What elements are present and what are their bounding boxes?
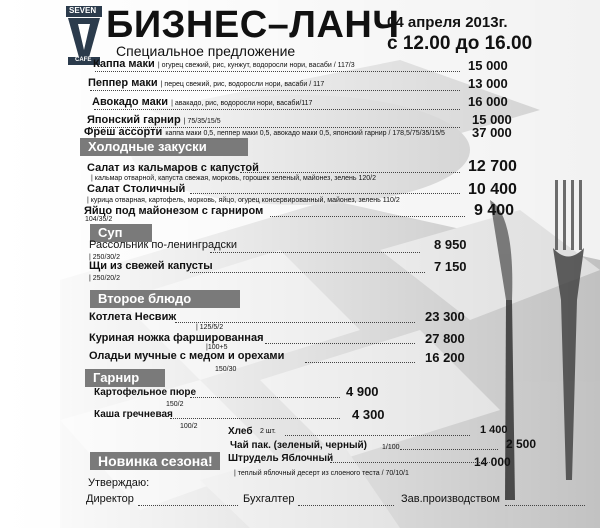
- list-item: Каша гречневая: [94, 409, 173, 420]
- item-price: 1 400: [480, 424, 508, 436]
- lunch-hours: с 12.00 до 16.00: [387, 33, 533, 54]
- item-price: 13 000: [468, 76, 508, 91]
- item-price: 2 500: [506, 437, 537, 451]
- approve-label: Утверждаю:: [88, 477, 150, 489]
- item-description: 150/2: [166, 401, 184, 408]
- item-description: 100/2: [180, 423, 198, 430]
- seven-cafe-logo: [64, 6, 104, 66]
- item-price: 10 400: [468, 181, 517, 198]
- item-price: 4 900: [346, 384, 379, 399]
- list-item: Салат Столичный: [87, 183, 186, 195]
- item-description: 1/100: [382, 444, 400, 451]
- list-item: Японский гарнир | 75/35/15/5: [87, 114, 221, 126]
- section-header-soup: Суп: [90, 224, 152, 242]
- item-price: 14 000: [474, 455, 511, 469]
- item-description: | 250/20/2: [89, 275, 121, 282]
- production-head-label: Зав.производством: [401, 493, 500, 505]
- list-item: Щи из свежей капусты: [89, 260, 213, 272]
- section-header-cold: Холодные закуски: [80, 138, 248, 156]
- item-description: | курица отварная, картофель, морковь, яйцо, огурец консервированный, майонез, зелень 110/2: [87, 197, 400, 204]
- page-title: БИЗНЕС–ЛАНЧ: [106, 4, 400, 46]
- item-price: 12 700: [468, 158, 517, 175]
- item-price: 16 000: [468, 94, 508, 109]
- list-item: Чай пак. (зеленый, черный): [230, 440, 368, 451]
- director-label: Директор: [86, 493, 134, 505]
- logo-text-seven: SEVEN: [69, 6, 97, 15]
- item-description: |100+5: [206, 344, 228, 351]
- item-price: 27 800: [425, 331, 465, 346]
- page-subtitle: Специальное предложение: [116, 43, 296, 59]
- item-price: 37 000: [472, 125, 512, 140]
- item-description: 104/35/2: [85, 216, 113, 223]
- menu-date: 04 апреля 2013г.: [387, 14, 508, 31]
- list-item: Яйцо под майонезом с гарниром: [84, 205, 264, 217]
- list-item: Хлеб: [228, 426, 253, 437]
- section-header-garnish: Гарнир: [85, 369, 165, 387]
- item-description: | 125/5/2: [196, 324, 224, 331]
- item-description: | кальмар отварной, капуста свежая, морковь, горошек зеленый, майонез, зелень 120/2: [91, 175, 376, 182]
- list-item: Салат из кальмаров с капустой: [87, 162, 259, 174]
- item-price: 16 200: [425, 350, 465, 365]
- list-item: Оладьи мучные с медом и орехами: [89, 350, 285, 362]
- item-price: 8 950: [434, 237, 467, 252]
- item-price: 4 300: [352, 407, 385, 422]
- list-item: Котлета Несвиж: [89, 311, 177, 323]
- item-price: 23 300: [425, 309, 465, 324]
- logo-text-cafe: CAFE: [75, 57, 92, 63]
- list-item: Пеппер маки | перец свежий, рис, водоросли нори, васаби / 117: [88, 77, 325, 89]
- item-price: 15 000: [472, 112, 512, 127]
- section-header-new: Новинка сезона!: [90, 452, 220, 470]
- list-item: Штрудель Яблочный: [228, 453, 334, 464]
- list-item: Авокадо маки | авакадо, рис, водоросли нори, васаби/117: [92, 96, 313, 108]
- list-item: Куриная ножка фаршированная: [89, 332, 264, 344]
- section-header-second: Второе блюдо: [90, 290, 240, 308]
- item-price: 15 000: [468, 58, 508, 73]
- item-description: | теплый яблочный десерт из слоеного теста / 70/10/1: [234, 470, 409, 477]
- item-price: 7 150: [434, 259, 467, 274]
- item-description: 150/30: [215, 366, 237, 373]
- item-price: 9 400: [474, 202, 515, 219]
- list-item: Фреш ассорти каппа маки 0,5, пеппер маки 0,5, авокадо маки 0,5, японский гарнир / 178,5/75/35/15/5: [84, 126, 445, 138]
- item-description: 2 шт.: [260, 428, 276, 435]
- item-description: | 250/30/2: [89, 254, 121, 261]
- list-item: Рассольник по-ленинградски: [89, 239, 238, 251]
- accountant-label: Бухгалтер: [243, 493, 295, 505]
- list-item: Каппа маки | огурец свежий, рис, кунжут, водоросли нори, васаби / 117/3: [93, 58, 355, 70]
- list-item: Картофельное пюре: [94, 387, 197, 398]
